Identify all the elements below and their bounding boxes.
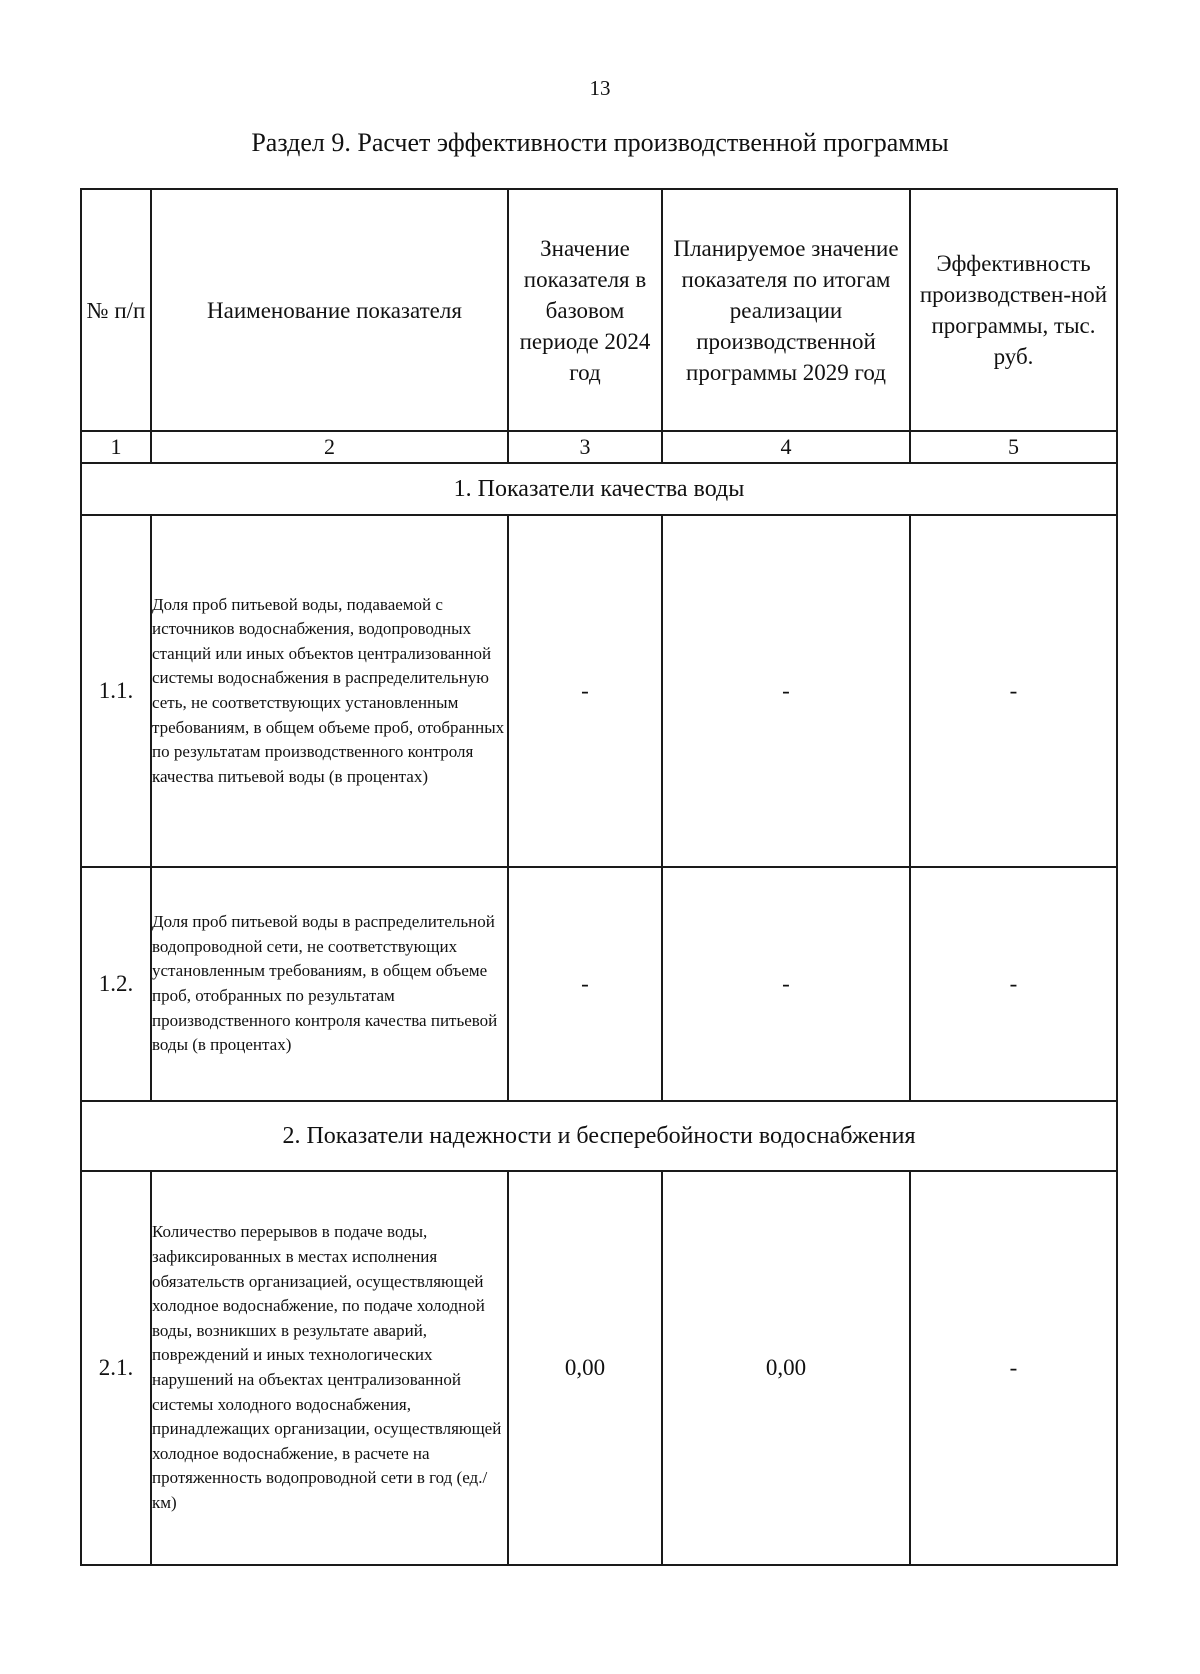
efficiency-value: -: [910, 515, 1117, 867]
table-row: [81, 515, 1117, 867]
header-number: № п/п: [81, 189, 151, 431]
base-value: 0,00: [508, 1171, 662, 1565]
efficiency-table: [80, 188, 1118, 1566]
indicator-name: Доля проб питьевой воды в распределительной водопроводной сети, не соответствующих установленным требованиям, в общем объеме проб, отобранных по результатам производственного контроля качества питьевой воды (в процентах): [151, 867, 508, 1101]
efficiency-value: -: [910, 1171, 1117, 1565]
header-indicator-name: Наименование показателя: [151, 189, 508, 431]
indicator-name: Количество перерывов в подаче воды, зафиксированных в местах исполнения обязательств организацией, осуществляющей холодное водоснабжение, по подаче холодной воды, возникших в результате аварий, повреждений и иных технологических нарушений на объектах централизованной системы холодного водоснабжения, принадлежащих организации, осуществляющей холодное водоснабжение, в расчете на протяженность водопроводной сети в год (ед./км): [151, 1171, 508, 1565]
row-number: 1.2.: [81, 867, 151, 1101]
table-row: [81, 1171, 1117, 1565]
planned-value: -: [662, 515, 910, 867]
section-row: [81, 1101, 1117, 1171]
table-row: [81, 867, 1117, 1101]
header-planned-value: Планируемое значение показателя по итогам реализации производственной программы 2029 год: [662, 189, 910, 431]
header-base-value: Значение показателя в базовом периоде 2024 год: [508, 189, 662, 431]
section-heading: 2. Показатели надежности и бесперебойности водоснабжения: [81, 1101, 1117, 1171]
column-number: 2: [151, 431, 508, 463]
page-number: 13: [589, 76, 611, 100]
column-number: 5: [910, 431, 1117, 463]
section-heading: 1. Показатели качества воды: [81, 463, 1117, 515]
header-efficiency: Эффективность производствен-ной программы, тыс. руб.: [910, 189, 1117, 431]
efficiency-value: -: [910, 867, 1117, 1101]
base-value: -: [508, 515, 662, 867]
planned-value: -: [662, 867, 910, 1101]
column-number: 3: [508, 431, 662, 463]
column-number: 1: [81, 431, 151, 463]
base-value: -: [508, 867, 662, 1101]
row-number: 1.1.: [81, 515, 151, 867]
planned-value: 0,00: [662, 1171, 910, 1565]
column-numbers-row: [81, 431, 1117, 463]
table-header-row: [81, 189, 1117, 431]
row-number: 2.1.: [81, 1171, 151, 1565]
indicator-name: Доля проб питьевой воды, подаваемой с источников водоснабжения, водопроводных станций или иных объектов централизованной системы водоснабжения в распределительную сеть, не соответствующих установленным требованиям, в общем объеме проб, отобранных по результатам производственного контроля качества питьевой воды (в процентах): [151, 515, 508, 867]
section-title: Раздел 9. Расчет эффективности производственной программы: [251, 128, 949, 157]
section-row: [81, 463, 1117, 515]
column-number: 4: [662, 431, 910, 463]
